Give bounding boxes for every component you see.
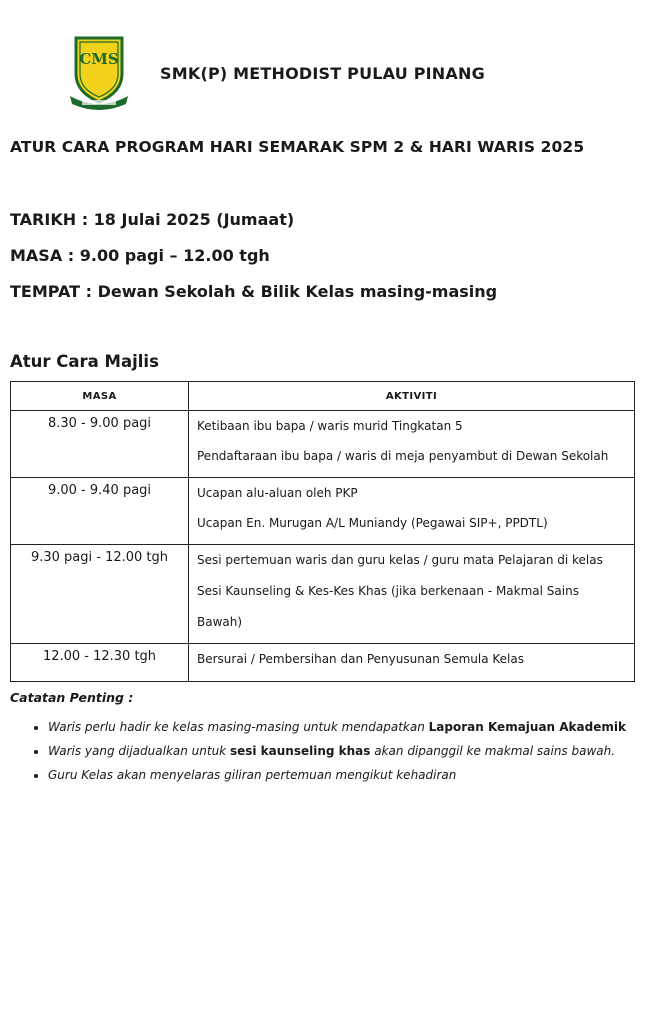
info-masa: MASA : 9.00 pagi – 12.00 tgh: [10, 246, 270, 265]
svg-text:CMS: CMS: [79, 50, 119, 68]
activity-line: Sesi Kaunseling & Kes-Kes Khas (jika berkenaan - Makmal Sains: [197, 584, 579, 598]
notes-title: Catatan Penting :: [10, 690, 134, 705]
info-tarikh: TARIKH : 18 Julai 2025 (Jumaat): [10, 210, 295, 229]
school-crest-icon: [66, 34, 132, 110]
list-item: [48, 763, 626, 787]
cell-aktiviti: [189, 478, 635, 545]
header-masa: MASA: [11, 382, 189, 411]
activity-line: Ucapan En. Murugan A/L Muniandy (Pegawai SIP+, PPDTL): [197, 516, 548, 530]
header-aktiviti: AKTIVITI: [189, 382, 635, 411]
table-row: [11, 411, 635, 478]
cell-masa: 9.00 - 9.40 pagi: [11, 478, 189, 545]
table-row: [11, 478, 635, 545]
cell-masa: 9.30 pagi - 12.00 tgh: [11, 545, 189, 644]
cell-masa: 8.30 - 9.00 pagi: [11, 411, 189, 478]
activity-line: Bawah): [197, 615, 243, 629]
section-title: Atur Cara Majlis: [10, 352, 159, 371]
note-text: Waris yang dijadualkan untuk: [48, 744, 230, 758]
school-name: SMK(P) METHODIST PULAU PINANG: [160, 64, 485, 83]
cell-masa: 12.00 - 12.30 tgh: [11, 644, 189, 682]
table-row: [11, 545, 635, 644]
activity-line: Ucapan alu-aluan oleh PKP: [197, 486, 358, 500]
table-header-row: [11, 382, 635, 411]
activity-line: Ketibaan ibu bapa / waris murid Tingkatan 5: [197, 419, 463, 433]
notes-list: [10, 715, 626, 787]
schedule-table: [10, 381, 635, 682]
document-title: ATUR CARA PROGRAM HARI SEMARAK SPM 2 & HARI WARIS 2025: [10, 138, 585, 156]
note-text: Waris perlu hadir ke kelas masing-masing untuk mendapatkan: [48, 720, 429, 734]
cell-aktiviti: [189, 545, 635, 644]
note-bold-text: sesi kaunseling khas: [229, 744, 371, 758]
activity-line: Sesi pertemuan waris dan guru kelas / guru mata Pelajaran di kelas: [197, 553, 603, 567]
info-tempat: TEMPAT : Dewan Sekolah & Bilik Kelas masing-masing: [10, 282, 498, 301]
cell-aktiviti: [189, 644, 635, 682]
activity-line: Bersurai / Pembersihan dan Penyusunan Semula Kelas: [197, 652, 524, 666]
activity-line: Pendaftaraan ibu bapa / waris di meja penyambut di Dewan Sekolah: [197, 449, 609, 463]
list-item: [48, 715, 626, 739]
table-row: [11, 644, 635, 682]
note-bold-text: Laporan Kemajuan Akademik: [428, 720, 626, 734]
note-text: akan dipanggil ke makmal sains bawah.: [370, 744, 616, 758]
list-item: [48, 739, 626, 763]
note-text: Guru Kelas akan menyelaras giliran pertemuan mengikut kehadiran: [48, 768, 457, 782]
cell-aktiviti: [189, 411, 635, 478]
